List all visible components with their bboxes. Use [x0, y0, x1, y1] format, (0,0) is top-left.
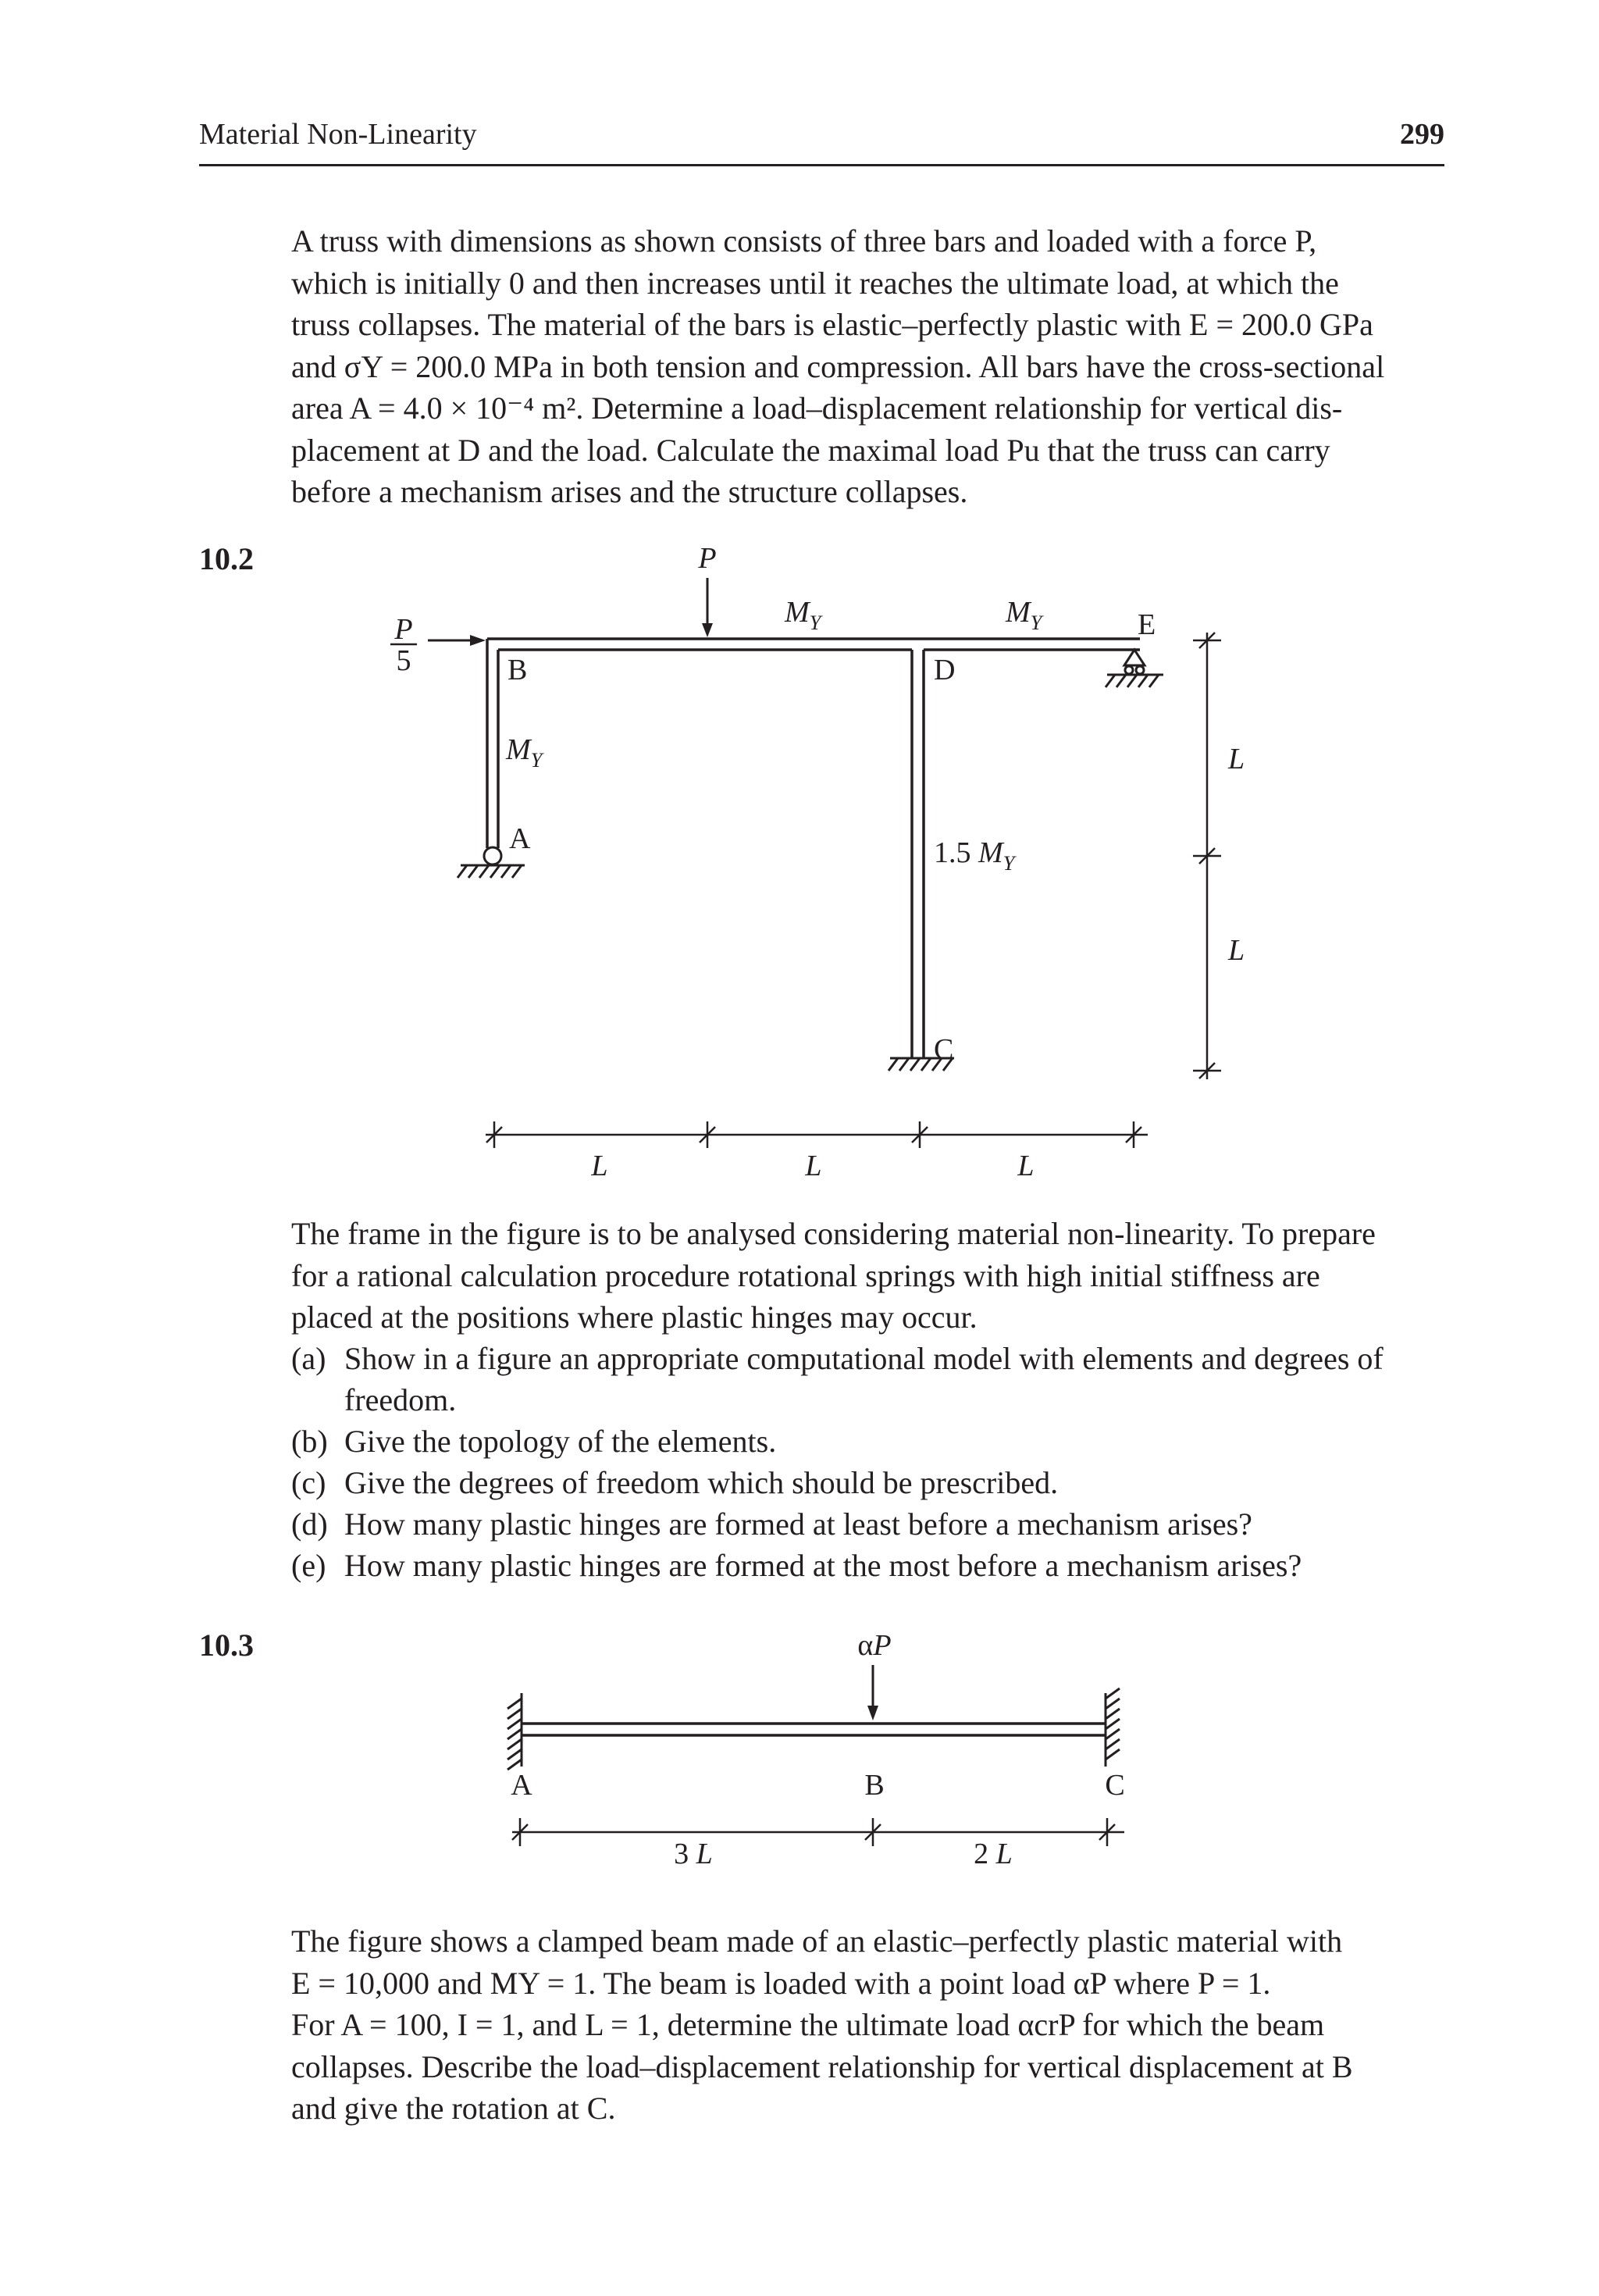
moment-label-column-right: 1.5 $M_Y$ — [934, 836, 1015, 875]
question-text: Give the degrees of freedom which should be prescribed. — [344, 1465, 1059, 1500]
load-label-p-numerator: P — [394, 613, 413, 646]
load-label-p-denominator: 5 — [396, 644, 411, 677]
exercise-10-3-text — [291, 1920, 1444, 2130]
load-label-alpha-p: αP — [857, 1629, 892, 1662]
node-label-a: A — [511, 1769, 532, 1802]
clamp-support-c — [1106, 1688, 1120, 1767]
text-line: and give the rotation at C. — [291, 2091, 616, 2126]
text-line: placed at the positions where plastic hinges may occur. — [291, 1300, 978, 1335]
exercise-number-10-2: 10.2 — [199, 541, 254, 576]
text-line: before a mechanism arises and the structure collapses. — [291, 474, 968, 509]
dimension-line-beam — [512, 1818, 1124, 1846]
question-label: (a) — [291, 1341, 326, 1376]
question-label: (d) — [291, 1506, 328, 1542]
text-line: The figure shows a clamped beam made of an elastic–perfectly plastic material with — [291, 1923, 1343, 1959]
text-line: area A = 4.0 × 10⁻⁴ m². Determine a load–displacement relationship for vertical dis- — [291, 390, 1343, 426]
node-label-a: A — [509, 822, 531, 855]
chapter-title: Material Non-Linearity — [199, 118, 477, 151]
text-line: collapses. Describe the load–displacement relationship for vertical displacement at B — [291, 2048, 1353, 2084]
node-label-b: B — [507, 654, 528, 686]
moment-label-column-left: $M_Y$ — [506, 733, 543, 772]
dim-label-l-vertical-1: L — [1228, 743, 1245, 775]
dim-label-l-vertical-2: L — [1228, 934, 1245, 967]
question-label: (c) — [291, 1465, 326, 1500]
node-label-c: C — [1105, 1769, 1125, 1802]
text-line: which is initially 0 and then increases until it reaches the ultimate load, at which the — [291, 265, 1339, 301]
exercise-number-10-3: 10.3 — [199, 1628, 254, 1663]
dim-label-2l: 2 L — [974, 1838, 1013, 1870]
moment-label-beam-left: $M_Y$ — [785, 596, 821, 634]
load-label-p: P — [698, 542, 717, 575]
text-line: For A = 100, I = 1, and L = 1, determine the ultimate load αcrP for which the beam — [291, 2007, 1325, 2042]
text-line: placement at D and the load. Calculate the maximal load Pu that the truss can carry — [291, 432, 1330, 468]
question-text: Show in a figure an appropriate computational model with elements and degrees of freedom. — [344, 1341, 1384, 1417]
dim-label-l-2: L — [805, 1150, 822, 1182]
question-text: How many plastic hinges are formed at the most before a mechanism arises? — [344, 1548, 1302, 1583]
question-label: (e) — [291, 1548, 326, 1583]
clamp-support-a — [507, 1693, 522, 1770]
text-line: for a rational calculation procedure rotational springs with high initial stiffness are — [291, 1257, 1320, 1293]
node-label-b: B — [864, 1769, 885, 1802]
text-line: A truss with dimensions as shown consists of three bars and loaded with a force P, — [291, 223, 1317, 258]
dim-label-l-3: L — [1017, 1150, 1035, 1182]
page-number: 299 — [1400, 118, 1444, 151]
dim-label-3l: 3 L — [674, 1838, 713, 1870]
node-label-e: E — [1138, 608, 1156, 641]
question-text: How many plastic hinges are formed at least before a mechanism arises? — [344, 1506, 1252, 1542]
text-line: The frame in the figure is to be analysed considering material non-linearity. To prepare — [291, 1216, 1376, 1251]
node-label-c: C — [934, 1033, 954, 1066]
text-line: truss collapses. The material of the bars is elastic–perfectly plastic with E = 200.0 GPa — [291, 307, 1373, 342]
question-text: Give the topology of the elements. — [344, 1424, 777, 1459]
node-label-d: D — [934, 654, 956, 686]
moment-label-beam-right: $M_Y$ — [1006, 596, 1042, 634]
question-label: (b) — [291, 1424, 328, 1459]
dim-label-l-1: L — [591, 1150, 608, 1182]
text-line: E = 10,000 and MY = 1. The beam is loaded with a point load αP where P = 1. — [291, 1965, 1271, 2001]
text-line: and σY = 200.0 MPa in both tension and compression. All bars have the cross-sectional — [291, 348, 1385, 384]
load-arrow-alpha-p — [867, 1665, 878, 1720]
